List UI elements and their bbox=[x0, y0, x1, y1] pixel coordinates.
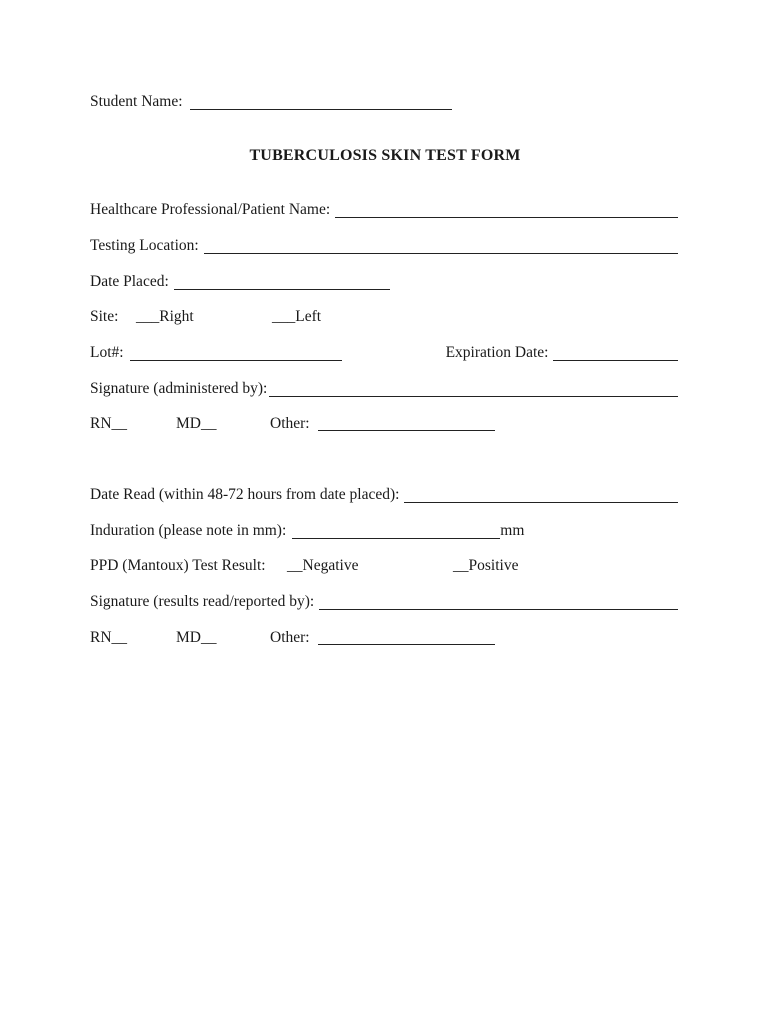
site-label: Site: bbox=[90, 308, 119, 325]
signature-administered-row bbox=[90, 379, 678, 399]
date-read-row bbox=[90, 485, 678, 505]
signature-administered-line[interactable] bbox=[269, 395, 678, 397]
rn-option-results[interactable]: RN__ bbox=[90, 629, 128, 646]
testing-location-label: Testing Location: bbox=[90, 237, 199, 254]
expiration-date-line[interactable] bbox=[553, 359, 678, 361]
other-line-administered[interactable] bbox=[318, 429, 495, 431]
testing-location-row bbox=[90, 236, 678, 256]
other-label-administered: Other: bbox=[270, 415, 310, 432]
testing-location-line[interactable] bbox=[204, 252, 678, 254]
lot-number-line[interactable] bbox=[130, 359, 342, 361]
induration-line[interactable] bbox=[292, 537, 500, 539]
date-placed-line[interactable] bbox=[174, 288, 390, 290]
induration-unit: mm bbox=[500, 522, 525, 539]
induration-row bbox=[90, 521, 678, 541]
lot-number-label: Lot#: bbox=[90, 344, 124, 361]
induration-label: Induration (please note in mm): bbox=[90, 522, 287, 539]
other-label-results: Other: bbox=[270, 629, 310, 646]
administered-credentials-row bbox=[90, 414, 678, 434]
site-left-option[interactable]: ___Left bbox=[272, 308, 322, 325]
signature-administered-label: Signature (administered by): bbox=[90, 380, 268, 397]
other-line-results[interactable] bbox=[318, 643, 495, 645]
md-option-results[interactable]: MD__ bbox=[176, 629, 217, 646]
date-read-line[interactable] bbox=[404, 501, 678, 503]
positive-option[interactable]: __Positive bbox=[453, 557, 519, 574]
healthcare-name-row bbox=[90, 200, 678, 220]
date-read-label: Date Read (within 48-72 hours from date placed): bbox=[90, 486, 400, 503]
student-name-row bbox=[90, 92, 678, 112]
form-title: TUBERCULOSIS SKIN TEST FORM bbox=[249, 147, 521, 164]
signature-results-line[interactable] bbox=[319, 608, 678, 610]
negative-option[interactable]: __Negative bbox=[287, 557, 359, 574]
site-right-option[interactable]: ___Right bbox=[136, 308, 194, 325]
date-placed-label: Date Placed: bbox=[90, 273, 169, 290]
signature-results-label: Signature (results read/reported by): bbox=[90, 593, 315, 610]
site-row bbox=[90, 307, 678, 327]
student-name-label: Student Name: bbox=[90, 93, 183, 110]
healthcare-name-line[interactable] bbox=[335, 216, 678, 218]
date-placed-row bbox=[90, 272, 390, 292]
lot-expiration-row bbox=[90, 343, 678, 363]
expiration-date-label: Expiration Date: bbox=[445, 344, 549, 361]
rn-option-administered[interactable]: RN__ bbox=[90, 415, 128, 432]
signature-results-row bbox=[90, 592, 678, 612]
results-credentials-row bbox=[90, 628, 678, 648]
student-name-line[interactable] bbox=[190, 108, 452, 110]
md-option-administered[interactable]: MD__ bbox=[176, 415, 217, 432]
ppd-result-label: PPD (Mantoux) Test Result: bbox=[90, 557, 266, 574]
ppd-result-row bbox=[90, 556, 678, 576]
healthcare-name-label: Healthcare Professional/Patient Name: bbox=[90, 201, 331, 218]
